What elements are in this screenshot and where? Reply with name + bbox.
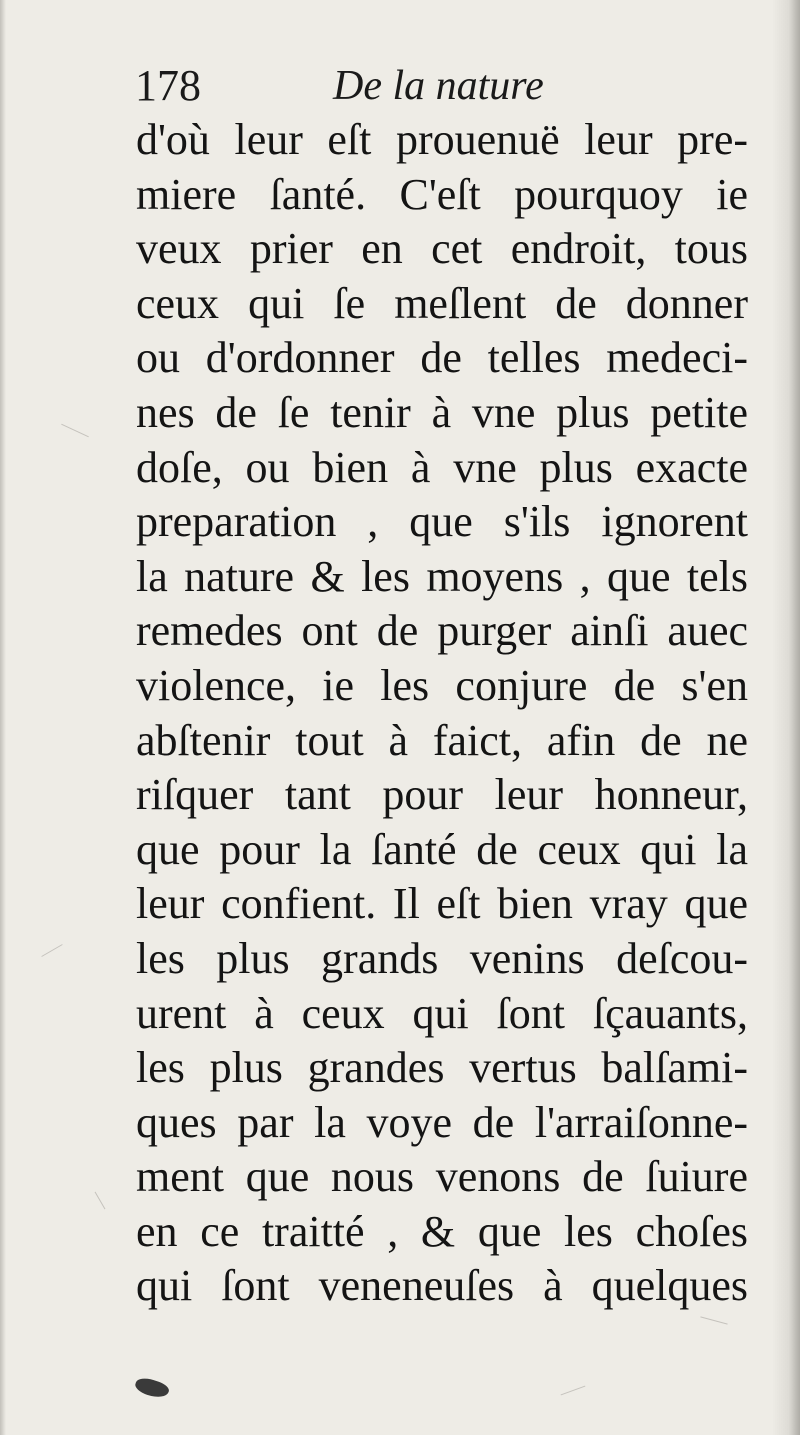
- text-line: doſe, ou bien à vne plus exacte: [136, 442, 748, 492]
- text-line: veux prier en cet endroit, tous: [136, 224, 748, 274]
- ink-smudge: [133, 1375, 170, 1401]
- running-head: De la nature: [333, 63, 544, 109]
- text-line: miere ſanté. C'eſt pourquoy ie: [136, 169, 748, 219]
- text-line: les plus grands venins deſcou-: [136, 933, 748, 983]
- body-text: [136, 113, 748, 1314]
- text-line: remedes ont de purger ainſi auec: [136, 606, 748, 656]
- text-line: leur confient. Il eſt bien vray que: [136, 879, 748, 929]
- text-line: riſquer tant pour leur honneur,: [136, 770, 748, 820]
- paper-fiber: [95, 1192, 106, 1210]
- text-line: qui ſont veneneuſes à quelques: [136, 1261, 748, 1311]
- text-line: que pour la ſanté de ceux qui la: [136, 824, 748, 874]
- paper-fiber: [700, 1316, 727, 1324]
- text-line: urent à ceux qui ſont ſçauants,: [136, 988, 748, 1038]
- page-header: [135, 58, 755, 114]
- text-line: nes de ſe tenir à vne plus petite: [136, 387, 748, 437]
- paper-fiber: [41, 944, 62, 957]
- paper-fiber: [561, 1386, 586, 1396]
- text-line: ques par la voye de l'arraiſonne-: [136, 1097, 748, 1147]
- text-line: la nature & les moyens , que tels: [136, 551, 748, 601]
- page-number: 178: [135, 61, 201, 110]
- paper-fiber: [61, 424, 89, 438]
- page-left-shadow: [0, 0, 6, 1435]
- text-line: les plus grandes vertus balſami-: [136, 1043, 748, 1093]
- page-right-shadow: [772, 0, 800, 1435]
- text-line: ceux qui ſe meſlent de donner: [136, 278, 748, 328]
- text-line: d'où leur eſt prouenuë leur pre-: [136, 115, 748, 164]
- text-line: ment que nous venons de ſuiure: [136, 1152, 748, 1202]
- text-line: abſtenir tout à faict, afin de ne: [136, 715, 748, 765]
- text-line: preparation , que s'ils ignorent: [136, 497, 748, 547]
- text-line: en ce traitté , & que les choſes: [136, 1206, 748, 1256]
- text-line: violence, ie les conjure de s'en: [136, 660, 748, 710]
- text-line: ou d'ordonner de telles medeci-: [136, 333, 748, 383]
